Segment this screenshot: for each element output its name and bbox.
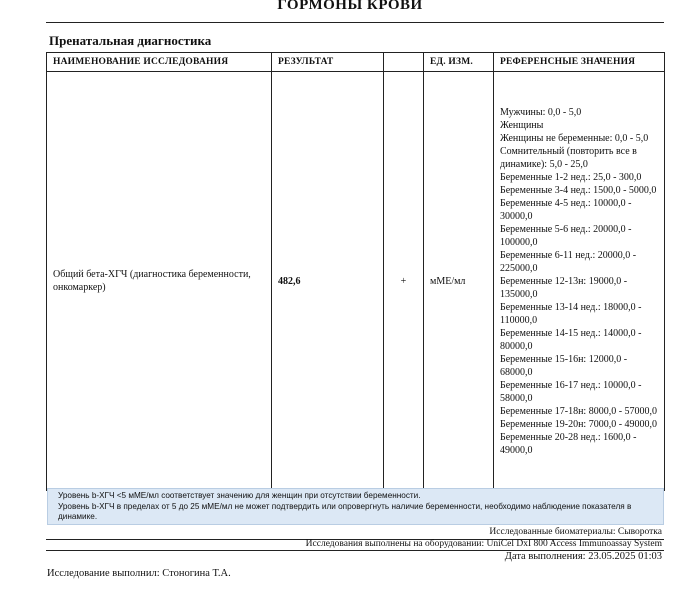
results-table (46, 52, 665, 491)
reference-line: Беременные 13-14 нед.: 18000,0 - 110000,0 (500, 301, 642, 326)
reference-line: Беременные 5-6 нед.: 20000,0 - 100000,0 (500, 223, 632, 248)
section-title: Пренатальная диагностика (49, 33, 212, 48)
column-header-flag (384, 53, 424, 72)
reference-line: Беременные 12-13н: 19000,0 - 135000,0 (500, 275, 628, 300)
page-title: ГОРМОНЫ КРОВИ (277, 0, 423, 13)
note-line: Уровень b-ХГЧ в пределах от 5 до 25 мМЕ/мл не может подтвердить или опровергнуть наличие беременности, необходимо наблюдение показателя в динамике. (58, 501, 632, 522)
column-header-reference: РЕФЕРЕНСНЫЕ ЗНАЧЕНИЯ (494, 53, 665, 72)
reference-line: Беременные 4-5 нед.: 10000,0 - 30000,0 (500, 197, 632, 222)
table-row (47, 72, 665, 491)
interpretation-note (47, 488, 664, 525)
reference-line: Женщины не беременные: 0,0 - 5,0 (500, 132, 649, 144)
table-header-row (47, 53, 665, 72)
test-name: Общий бета-ХГЧ (диагностика беременности, онкомаркер) (47, 72, 272, 491)
equipment-info: Исследования выполнены на оборудовании: UniCel DxI 800 Access Immunoassay System (305, 539, 662, 549)
reference-line: Беременные 1-2 нед.: 25,0 - 300,0 (500, 171, 642, 183)
reference-line: Беременные 19-20н: 7000,0 - 49000,0 (500, 418, 658, 430)
completion-date: Дата выполнения: 23.05.2025 01:03 (504, 551, 662, 562)
reference-values (494, 72, 665, 491)
reference-line: Мужчины: 0,0 - 5,0 (500, 106, 582, 118)
reference-line: Сомнительный (повторить все в динамике): 5,0 - 25,0 (500, 145, 637, 170)
reference-line: Беременные 6-11 нед.: 20000,0 - 225000,0 (500, 249, 637, 274)
column-header-result: РЕЗУЛЬТАТ (272, 53, 384, 72)
reference-line: Женщины (500, 119, 544, 131)
biomaterial-info: Исследованные биоматериалы: Сыворотка (489, 527, 662, 537)
test-unit: мМЕ/мл (424, 72, 494, 491)
reference-line: Беременные 15-16н: 12000,0 - 68000,0 (500, 353, 628, 378)
performer-info: Исследование выполнил: Стоногина Т.А. (47, 568, 231, 579)
result-flag: + (384, 72, 424, 491)
column-header-unit: ЕД. ИЗМ. (424, 53, 494, 72)
reference-line: Беременные 14-15 нед.: 14000,0 - 80000,0 (500, 327, 642, 352)
reference-line: Беременные 16-17 нед.: 10000,0 - 58000,0 (500, 379, 642, 404)
note-line: Уровень b-ХГЧ <5 мМЕ/мл соответствует значению для женщин при отсутствии беременности. (58, 491, 421, 500)
test-result: 482,6 (272, 72, 384, 491)
column-header-name: НАИМЕНОВАНИЕ ИССЛЕДОВАНИЯ (47, 53, 272, 72)
title-divider (46, 22, 664, 23)
reference-line: Беременные 3-4 нед.: 1500,0 - 5000,0 (500, 184, 657, 196)
reference-line: Беременные 17-18н: 8000,0 - 57000,0 (500, 405, 658, 417)
reference-line: Беременные 20-28 нед.: 1600,0 - 49000,0 (500, 431, 637, 456)
